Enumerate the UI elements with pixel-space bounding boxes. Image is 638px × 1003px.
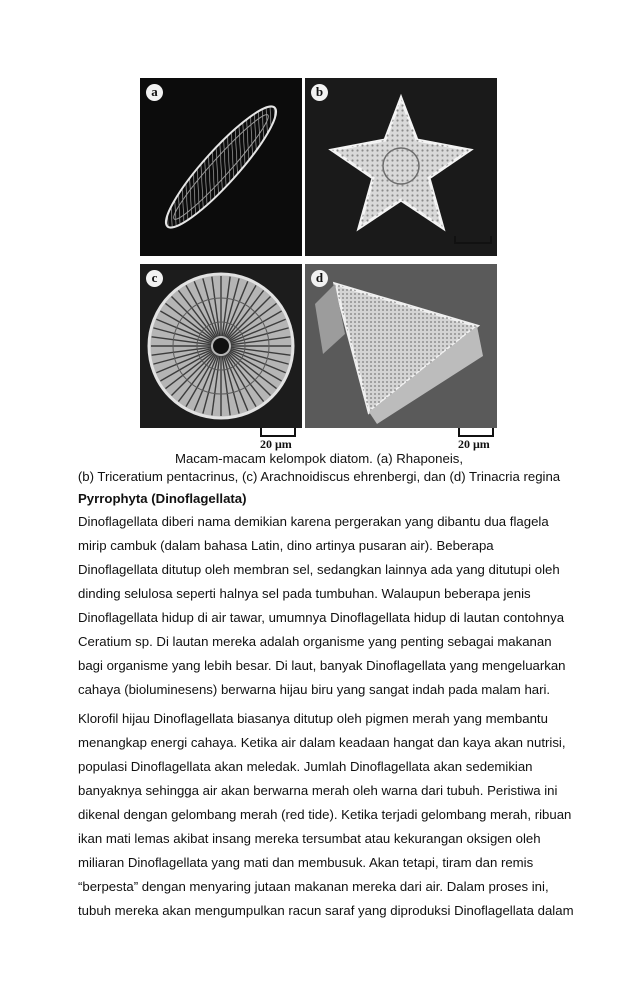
paragraph-line: tubuh mereka akan mengumpulkan racun saraf yang diproduksi Dinoflagellata dalam <box>78 903 574 918</box>
paragraph-line: mirip cambuk (dalam bahasa Latin, dino artinya pusaran air). Beberapa <box>78 538 494 553</box>
scale-bar-right <box>458 428 494 452</box>
paragraph-line: Dinoflagellata ditutup oleh membran sel, sedangkan lainnya ada yang ditutupi oleh <box>78 562 560 577</box>
panel-label-c: c <box>146 270 163 287</box>
paragraph-line: Dinoflagellata diberi nama demikian karena pergerakan yang dibantu dua flagela <box>78 514 549 529</box>
paragraph-line: Ceratium sp. Di lautan mereka adalah organisme yang penting sebagai makanan <box>78 634 552 649</box>
panel-label-d: d <box>311 270 328 287</box>
diatom-figure <box>140 78 502 451</box>
paragraph-line: miliaran Dinoflagellata yang mati dan membusuk. Akan tetapi, tiram dan remis <box>78 855 534 870</box>
paragraph-line: banyaknya sehingga air akan berwarna merah oleh warna dari tubuh. Peristiwa ini <box>78 783 558 798</box>
paragraph-line: “berpesta” dengan menyaring jutaan makanan mereka dari air. Dalam proses ini, <box>78 879 549 894</box>
figure-caption-line-1: Macam-macam kelompok diatom. (a) Rhaponeis, <box>174 451 464 466</box>
panel-c <box>140 264 302 428</box>
panel-label-b: b <box>311 84 328 101</box>
paragraph-line: Klorofil hijau Dinoflagellata biasanya ditutup oleh pigmen merah yang membantu <box>78 711 548 726</box>
paragraph-2 <box>78 707 574 923</box>
paragraph-line: populasi Dinoflagellata akan meledak. Jumlah Dinoflagellata akan sedemikian <box>78 759 533 774</box>
panel-label-a: a <box>146 84 163 101</box>
paragraph-line: ikan mati lemas akibat insang mereka tersumbat atau kekurangan oksigen oleh <box>78 831 541 846</box>
section-heading: Pyrrophyta (Dinoflagellata) <box>78 491 247 506</box>
paragraph-line: dinding selulosa seperti halnya sel pada tumbuhan. Walaupun beberapa jenis <box>78 586 531 601</box>
scale-label-right: 20 μm <box>458 437 490 451</box>
panel-b <box>305 78 497 256</box>
paragraph-line: menangkap energi cahaya. Ketika air dalam keadaan hangat dan kaya akan nutrisi, <box>78 735 566 750</box>
triceratium-diatom-image <box>305 78 497 256</box>
rhaponeis-diatom-image <box>140 78 302 256</box>
panel-d <box>305 264 497 428</box>
arachnoidiscus-diatom-image <box>140 264 302 428</box>
figure-caption-line-2: (b) Triceratium pentacrinus, (c) Arachnoidiscus ehrenbergi, dan (d) Trinacria regina <box>77 469 561 484</box>
trinacria-diatom-image <box>305 264 497 428</box>
paragraph-1 <box>78 510 568 702</box>
paragraph-line: bagi organisme yang lebih besar. Di laut, banyak Dinoflagellata yang mengeluarkan <box>78 658 566 673</box>
scale-bar-left <box>260 428 296 452</box>
paragraph-line: cahaya (bioluminesens) berwarna hijau biru yang sangat indah pada malam hari. <box>78 682 551 697</box>
scale-label-left: 20 μm <box>260 437 292 451</box>
paragraph-line: Dinoflagellata hidup di air tawar, umumnya Dinoflagellata hidup di lautan contohnya <box>78 610 565 625</box>
paragraph-line: dikenal dengan gelombang merah (red tide). Ketika terjadi gelombang merah, ribuan <box>78 807 572 822</box>
panel-a <box>140 78 302 256</box>
